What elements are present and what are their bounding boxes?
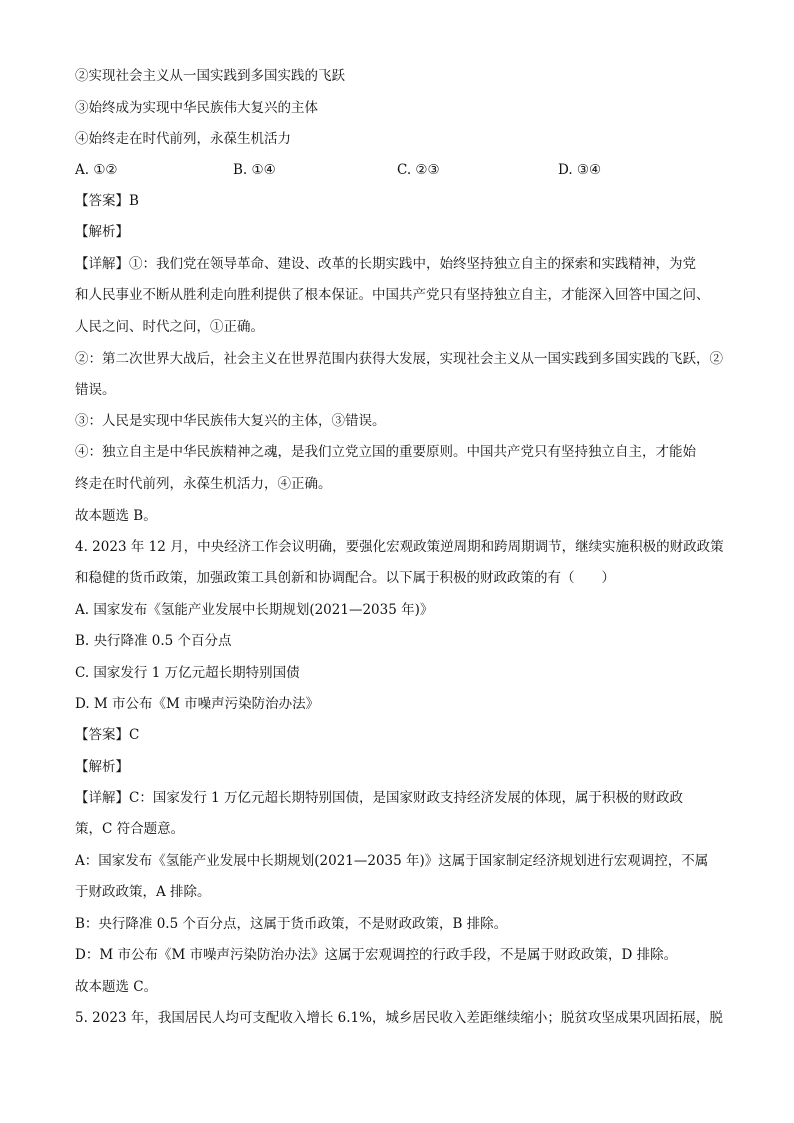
- q4-option-a: A. 国家发布《氢能产业发展中长期规划(2021—2035 年)》: [75, 602, 434, 618]
- q3-option-b: B. ①④: [233, 162, 276, 178]
- q3-item-3: ③始终成为实现中华民族伟大复兴的主体: [75, 100, 318, 116]
- q3-item-4: ④始终走在时代前列，永葆生机活力: [75, 131, 291, 147]
- q4-stem-line: 4. 2023 年 12 月，中央经济工作会议明确，要强化宏观政策逆周期和跨周期调节，继续实施积极的财政政策: [75, 539, 724, 555]
- q3-detail-line: 【详解】①：我们党在领导革命、建设、改革的长期实践中，始终坚持独立自主的探索和实践精神，为党: [75, 256, 696, 272]
- q3-option-d: D. ③④: [558, 162, 602, 178]
- q4-detail-line: B：央行降准 0.5 个百分点，这属于货币政策，不是财政政策，B 排除。: [75, 916, 508, 932]
- q3-detail-line: ②：第二次世界大战后，社会主义在世界范围内获得大发展，实现社会主义从一国实践到多国实践的飞跃，②: [75, 351, 723, 367]
- q3-options: [75, 161, 715, 179]
- q3-detail-line: ③：人民是实现中华民族伟大复兴的主体，③错误。: [75, 413, 386, 429]
- q4-answer: 【答案】C: [75, 727, 140, 743]
- q5-stem-line: 5. 2023 年，我国居民人均可支配收入增长 6.1%，城乡居民收入差距继续缩小；脱贫攻坚成果巩固拓展，脱: [75, 1010, 723, 1026]
- q4-option-b: B. 央行降准 0.5 个百分点: [75, 633, 232, 649]
- q3-detail-line: 人民之问、时代之问，①正确。: [75, 319, 264, 335]
- q4-detail-line: A：国家发布《氢能产业发展中长期规划(2021—2035 年)》这属于国家制定经济规划进行宏观调控，不属: [75, 853, 709, 869]
- q3-conclusion: 故本题选 B。: [75, 508, 157, 524]
- q3-analysis-label: 【解析】: [75, 224, 129, 240]
- q4-detail-line: 策，C 符合题意。: [75, 821, 185, 837]
- q3-item-2: ②实现社会主义从一国实践到多国实践的飞跃: [75, 68, 345, 84]
- q4-detail-line: 【详解】C：国家发行 1 万亿元超长期特别国债，是国家财政支持经济发展的体现，属于积极的财政政: [75, 790, 683, 806]
- q4-option-d: D. M 市公布《M 市噪声污染防治办法》: [75, 696, 320, 712]
- q3-option-a: A. ①②: [75, 162, 118, 178]
- q3-detail-line: 和人民事业不断从胜利走向胜利提供了根本保证。中国共产党只有坚持独立自主，才能深入回答中国之问、: [75, 287, 710, 303]
- q4-detail-line: 于财政政策，A 排除。: [75, 884, 211, 900]
- q3-answer: 【答案】B: [75, 193, 139, 209]
- q4-option-c: C. 国家发行 1 万亿元超长期特别国债: [75, 665, 300, 681]
- q3-detail-line: ④：独立自主是中华民族精神之魂，是我们立党立国的重要原则。中国共产党只有坚持独立自主，才能始: [75, 444, 696, 460]
- q3-option-c: C. ②③: [397, 162, 440, 178]
- q4-stem-line: 和稳健的货币政策，加强政策工具创新和协调配合。以下属于积极的财政政策的有（ ）: [75, 570, 615, 586]
- q3-detail-line: 终走在时代前列，永葆生机活力，④正确。: [75, 476, 332, 492]
- q3-detail-line: 错误。: [75, 382, 116, 398]
- q4-detail-line: D：M 市公布《M 市噪声污染防治办法》这属于宏观调控的行政手段，不是属于财政政策，D 排除。: [75, 947, 678, 963]
- q4-analysis-label: 【解析】: [75, 759, 129, 775]
- q4-conclusion: 故本题选 C。: [75, 979, 158, 995]
